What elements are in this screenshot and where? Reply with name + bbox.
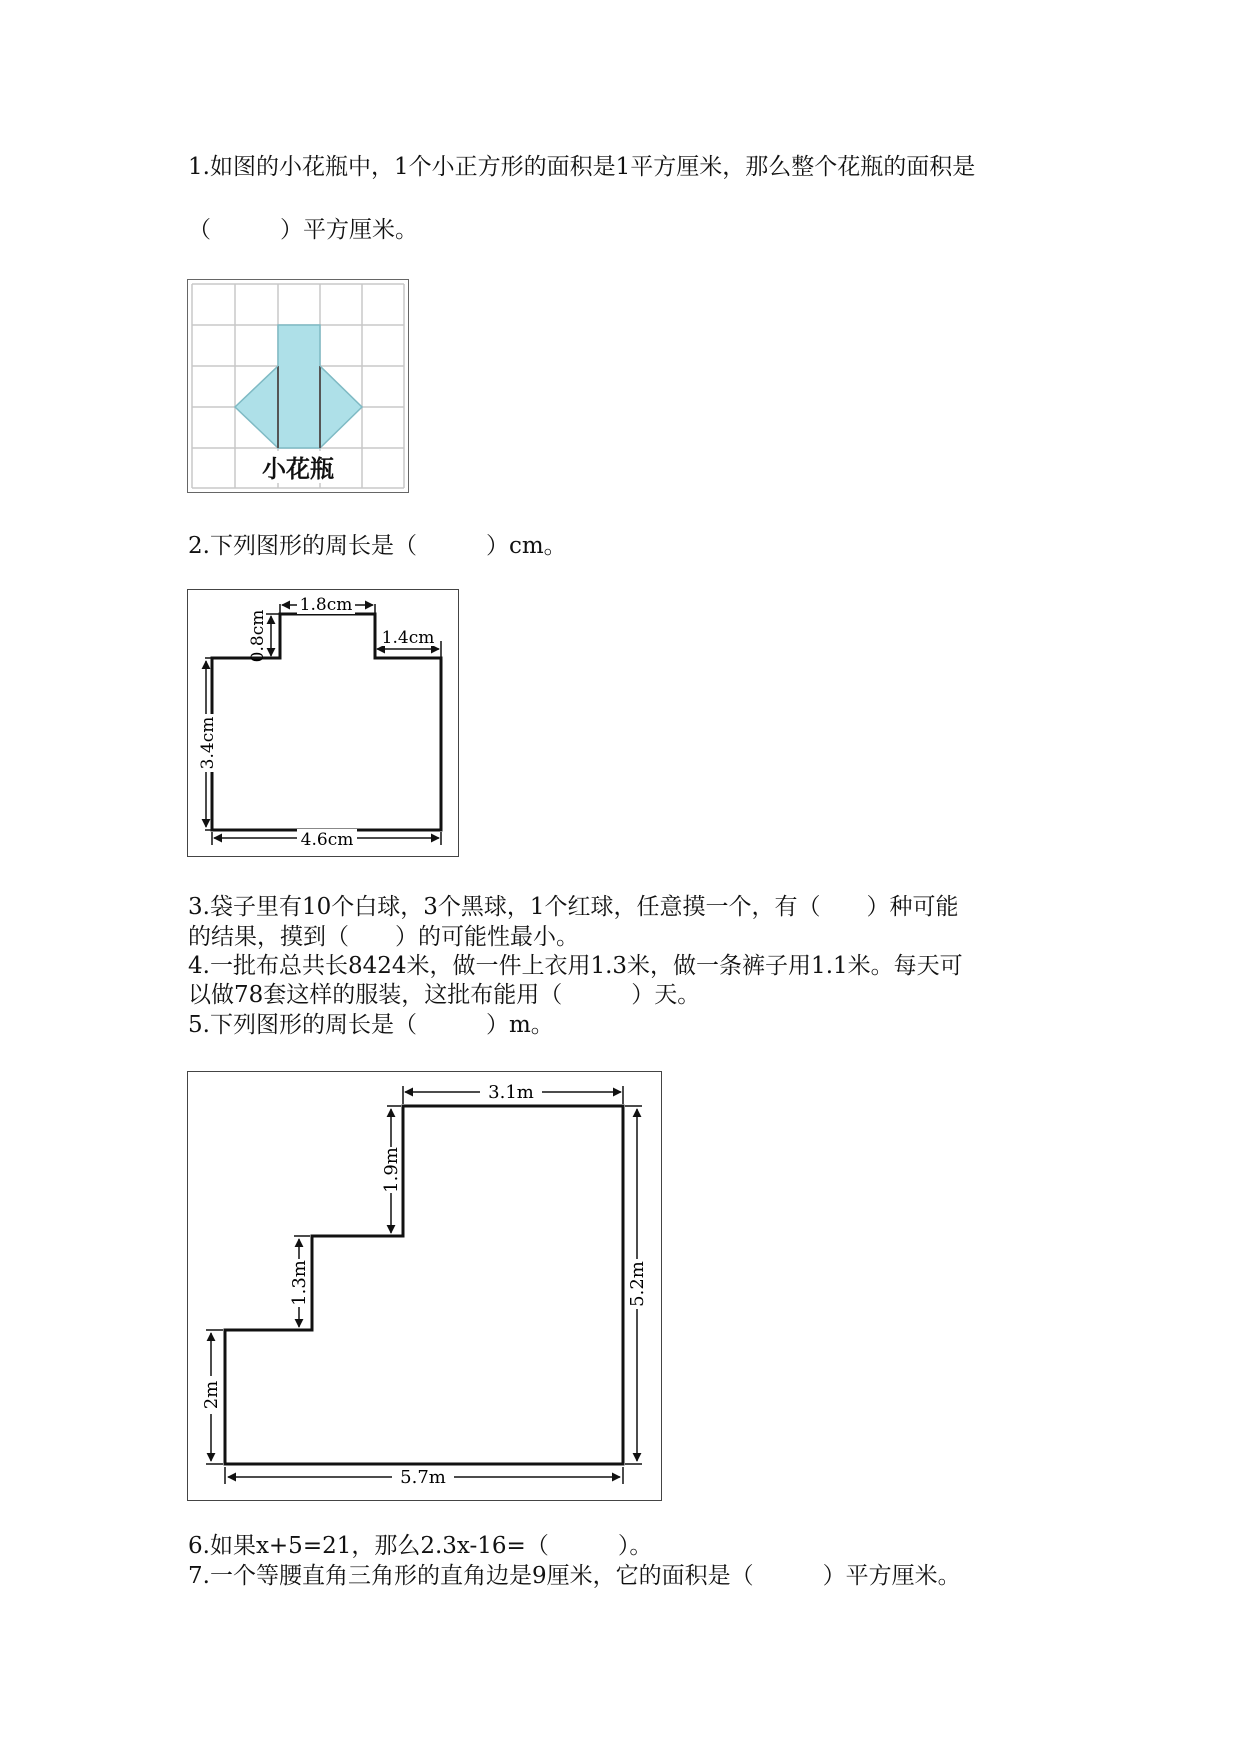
question-3-line-2: 的结果，摸到（ ）的可能性最小。 [188, 924, 579, 950]
question-4-line-2: 以做78套这样的服装，这批布能用（ ）天。 [188, 982, 701, 1008]
question-3-line-1: 3.袋子里有10个白球，3个黑球，1个红球，任意摸一个，有（ ）种可能 [188, 894, 959, 920]
question-5-line-1: 5.下列图形的周长是（ ）m。 [188, 1012, 554, 1038]
vase-figure [187, 279, 409, 493]
question-4-line-1: 4.一批布总共长8424米，做一件上衣用1.3米，做一条裤子用1.1米。每天可 [188, 953, 963, 979]
figure-2-left-step-label: 0.8cm [248, 609, 268, 663]
vase-caption: 小花瓶 [262, 454, 334, 483]
question-6-line-1: 6.如果x+5=21，那么2.3x-16=（ ）。 [188, 1533, 653, 1559]
figure-5-upper-step-label: 1.9m [381, 1147, 402, 1193]
figure-2-perimeter-shape [187, 589, 459, 857]
figure-2-right-step-label: 1.4cm [381, 628, 435, 648]
figure-5-right-side-label: 5.2m [627, 1261, 648, 1307]
figure-5-lower-step-label: 2m [201, 1380, 222, 1410]
figure-2-bottom-label: 4.6cm [300, 830, 354, 850]
question-7-line-1: 7.一个等腰直角三角形的直角边是9厘米，它的面积是（ ）平方厘米。 [188, 1563, 961, 1589]
figure-2-left-side-label: 3.4cm [198, 716, 218, 770]
question-1-line-2: （ ）平方厘米。 [188, 217, 418, 243]
figure-5-perimeter-shape [187, 1071, 662, 1501]
question-2-line-1: 2.下列图形的周长是（ ）cm。 [188, 533, 567, 559]
figure-5-bottom-label: 5.7m [400, 1467, 446, 1488]
figure-5-top-label: 3.1m [488, 1082, 534, 1103]
figure-5-middle-step-label: 1.3m [289, 1260, 310, 1306]
question-1-line-1: 1.如图的小花瓶中，1个小正方形的面积是1平方厘米，那么整个花瓶的面积是 [188, 154, 976, 180]
figure-2-top-label: 1.8cm [299, 595, 353, 615]
